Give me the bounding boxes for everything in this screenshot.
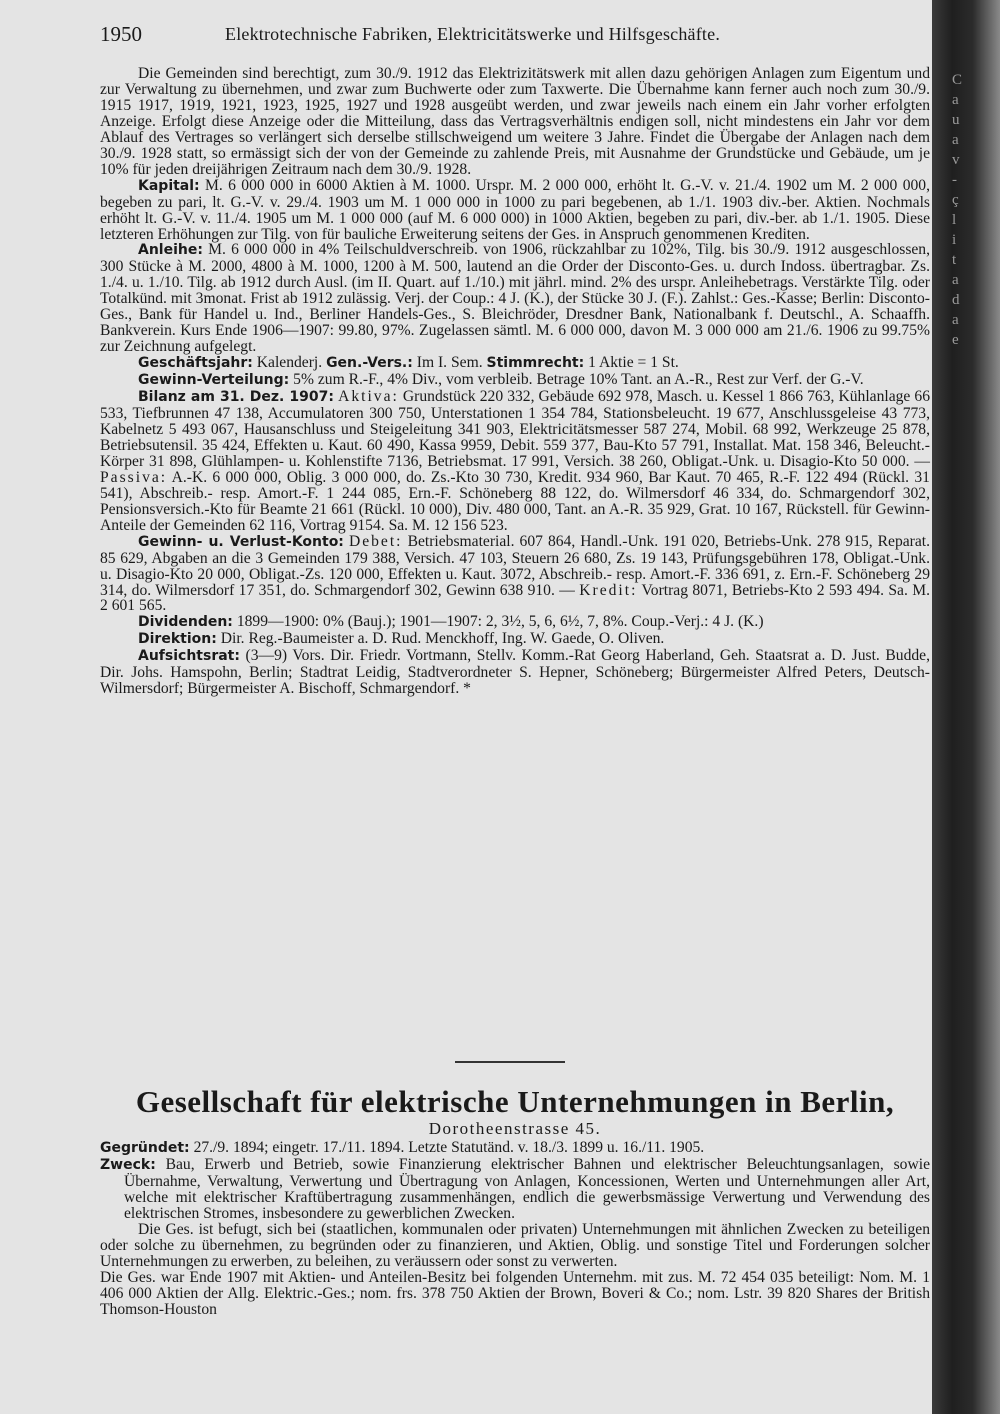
margin-letter: - (952, 172, 957, 188)
label-aktiva: Aktiva: (338, 388, 399, 406)
paragraph-kapital (100, 178, 930, 243)
label-aufsichtsrat: Aufsichtsrat: (138, 648, 240, 665)
paragraph-uebernahme: Die Gemeinden sind berechtigt, zum 30./9. 1912 das Elektrizitätswerk mit allen dazu gehörigen Anlagen zum Eigentum und zur Verwaltung zu übernehmen, und zwar zum Buchwerte oder zum Taxwerte. Die Übernahme kann ferner auch noch zum 30./9. 1915 1917, 1919, 1921, 1923, 1925, 1927 und 1928 ausgeübt werden, und zwar jeweils nach einem ein Jahr vorher erfolgten Anzeige. Erfolgt diese Anzeige oder die Mitteilung, dass das Vertragsverhältnis endigen soll, nicht mindestens ein Jahr vor dem Ablauf des Vertrages so verlängert sich derselbe stillschweigend um weitere 3 Jahre. Findet die Übergabe der Anlagen nach dem 30./9. 1928 statt, so ermässigt sich der von der Gemeinde zu zahlende Preis, mit Ausnahme der Grundstücke und Gebäude, um je 10% für jeden dreijährigen Zeitraum nach dem 30./9. 1928. (100, 65, 930, 178)
text-gegruendet: 27./9. 1894; eingetr. 17./11. 1894. Letzte Statutänd. v. 18./3. 1899 u. 16./11. 1905. (193, 1139, 705, 1156)
margin-letter: v (952, 152, 960, 168)
paragraph-gewinn-verlust (100, 534, 930, 615)
paragraph-dividenden (100, 614, 930, 631)
margin-letter: e (952, 332, 959, 348)
text-anleihe: M. 6 000 000 in 4% Teilschuldverschreib. von 1906, rückzahlbar zu 102%, Tilg. bis 30./9. 1912 ausgeschlossen, 300 Stücke à M. 2000, 4800 à M. 1000, 1200 à M. 500, lautend an die Order der Disconto-Ges. u. durch Indoss. übertragbar. Zs. 1./4. u. 1./10. Tilg. ab 1912 durch Ausl. (im II. Quart. auf 1./10.) mit jährl. mind. 2% des urspr. Anleihebetrags. Verstärkte Tilg. oder Totalkünd. mit 3monat. Frist ab 1912 zulässig. Verj. der Coup.: 4 J. (K.), der Stücke 30 J. (F.). Zahlst.: Ges.-Kasse; Berlin: Disconto-Ges., Bank für Handel u. Ind., Berliner Handels-Ges., S. Bleichröder, Dresdner Bank, Nationalbank f. Deutschl., A. Schaaffh. Bankverein. Kurs Ende 1906—1907: 99.80, 97%. Zugelassen sämtl. M. 6 000 000, davon M. 3 000 000 am 21./6. 1906 zu 99.75% zur Zeichnung aufgelegt. (100, 241, 931, 356)
company-address: Dorotheenstrasse 45. (428, 1119, 602, 1138)
margin-letters (952, 70, 992, 350)
margin-letter: u (952, 112, 960, 128)
text-gen-vers: Im I. Sem. (416, 354, 483, 372)
label-gegruendet: Gegründet: (100, 1140, 190, 1156)
label-kredit: Kredit: (579, 581, 638, 599)
page-header (100, 22, 930, 52)
text-passiva: A.-K. 6 000 000, Oblig. 3 000 000, do. Zs.-Kto 30 730, Kredit. 934 960, Bar Kaut. 70 465, R.-F. 122 494 (Rückl. 31 541), Abschreib.- resp. Amort.-F. 1 244 085, Ern.-F. Schöneberg 88 122, do. Wilmersdorf 46 334, do. Schmargendorf 302, Pensionsversich.-Kto für Beamte 21 661 (Rückl. 10 000), Div. 480 000, Tant. an A.-R. 35 929, Grat. 10 167, Rückstell. für Gewinn-Anteile der Gemeinden 62 116, Vortrag 9154. Sa. M. 12 156 523. (100, 468, 930, 534)
margin-letter: ç (952, 192, 959, 208)
section-divider (455, 1061, 565, 1063)
margin-letter: C (952, 72, 963, 88)
label-anleihe: Anleihe: (138, 242, 203, 259)
paragraph-gewinn-verteilung (100, 372, 930, 389)
binding-gutter (932, 0, 1000, 1414)
paragraph-geschaeftsjahr (100, 355, 930, 372)
margin-letter: a (952, 312, 959, 328)
label-geschaeftsjahr: Geschäftsjahr: (138, 355, 253, 372)
label-gen-vers: Gen.-Vers.: (326, 355, 413, 372)
margin-letter: a (952, 272, 959, 288)
page-number: 1950 (100, 22, 142, 46)
text-zweck: Bau, Erwerb und Betrieb, sowie Finanzierung elektrischer Bahnen und elektrischer Beleuchtungsanlagen, sowie Übernahme, Verwaltung, Verwertung und Übertragung von Anlagen, Koncessionen, Werten und Unternehmungen aller Art, welche mit elektrischer Kraftübertragung zusammenhängen, endlich die gewerbsmässige Verwertung und Verwendung des elektrischen Stromes, insbesondere zu gewerblichen Zwecken. (124, 1155, 930, 1222)
company-entry-body-2 (100, 1140, 930, 1317)
paragraph-aufsichtsrat (100, 648, 930, 697)
label-direktion: Direktion: (138, 631, 217, 648)
margin-letter: a (952, 92, 959, 108)
margin-letter: i (952, 232, 957, 248)
company-title: Gesellschaft für elektrische Unternehmungen in Berlin, (135, 1084, 895, 1119)
label-gewinn-verteilung: Gewinn-Verteilung: (138, 372, 290, 389)
text-direktion: Dir. Reg.-Baumeister a. D. Rud. Menckhoff, Ing. W. Gaede, O. Oliven. (220, 630, 665, 648)
paragraph-anleihe (100, 242, 930, 355)
text-debet: Betriebsmaterial. 607 864, Handl.-Unk. 191 020, Betriebs-Unk. 278 915, Reparat. 85 629, Abgaben an die 3 Gemeinden 179 388, Versich. 47 103, Steuern 26 680, Zs. 19 143, Prüfungsgebühren 178, Obligat.-Unk. u. Disagio-Kto 20 000, Obligat.-Zs. 120 000, Effekten u. Kaut. 3072, Abschreib.- resp. Amort.-F. 336 691, z. Ern.-F. Schöneberg 29 314, do. Wilmersdorf 17 351, do. Schmargendorf 302, Gewinn 638 910. — (100, 532, 931, 599)
paragraph-gegruendet (100, 1140, 930, 1157)
paragraph-bilanz (100, 389, 930, 534)
label-stimmrecht: Stimmrecht: (486, 355, 585, 372)
label-debet: Debet: (348, 532, 403, 550)
label-dividenden: Dividenden: (138, 614, 233, 631)
margin-letter: l (952, 212, 957, 228)
label-passiva: Passiva: (100, 468, 168, 486)
margin-letter: t (952, 252, 957, 268)
text-geschaeftsjahr: Kalenderj. (256, 354, 323, 372)
text-aufsichtsrat: (3—9) Vors. Dir. Friedr. Vortmann, Stellv. Komm.-Rat Georg Haberland, Geh. Staatsrat a. D. Just. Budde, Dir. Johs. Hamspohn, Berlin; Stadtrat Leidig, Stadtverordneter S. Hepner, Schöneberg; Bürgermeister Alfred Peters, Deutsch-Wilmersdorf; Bürgermeister A. Bischoff, Schmargendorf. * (100, 647, 930, 698)
running-title: Elektrotechnische Fabriken, Elektricitätswerke und Hilfsgeschäfte. (225, 24, 721, 44)
paragraph-befugt: Die Ges. ist befugt, sich bei (staatlichen, kommunalen oder privaten) Unternehmungen mit ähnlichen Zwecken zu beteiligen oder solche zu übernehmen, zu begründen oder zu finanzieren, und Aktien, Oblig. und sonstige Titel und Forderungen solcher Unternehmungen zu erwerben, zu beleihen, zu veräussern oder sonst zu verwerten. (100, 1220, 930, 1270)
margin-letter: a (952, 132, 959, 148)
label-zweck: Zweck: (100, 1156, 156, 1173)
text-stimmrecht: 1 Aktie = 1 St. (588, 354, 679, 372)
paragraph-beteiligungen: Die Ges. war Ende 1907 mit Aktien- und Anteilen-Besitz bei folgenden Unternehm. mit zus. M. 72 454 035 beteiligt: Nom. M. 1 406 000 Aktien der Allg. Elektric.-Ges.; nom. frs. 378 750 Aktien der Brown, Boveri & Co.; nom. Lstr. 39 820 Shares der British Thomson-Houston (100, 1268, 930, 1318)
text-kapital: M. 6 000 000 in 6000 Aktien à M. 1000. Urspr. M. 2 000 000, erhöht lt. G.-V. v. 21./4. 1902 um M. 2 000 000, begeben zu pari, lt. G.-V. v. 29./4. 1903 um M. 1 000 000 in 1000 zu pari begebenen, ab 1./1. 1903 div.-ber. Aktien. Nochmals erhöht lt. G.-V. v. 11./4. 1905 um M. 1 000 000 (auf M. 6 000 000) in 1000 Aktien, begeben zu pari, div.-ber. ab 1./1. 1905. Diese letzteren Erhöhungen zur Tilg. von für bauliche Erweiterung seitens der Ges. in Anspruch genommenen Krediten. (100, 176, 930, 243)
label-kapital: Kapital: (138, 177, 200, 194)
paragraph-direktion (100, 631, 930, 648)
text-kredit: Vortrag 8071, Betriebs-Kto 2 593 494. Sa. M. 2 601 565. (100, 581, 930, 615)
company-entry-body (100, 66, 930, 697)
label-bilanz: Bilanz am 31. Dez. 1907: (138, 389, 334, 406)
text-aktiva: Grundstück 220 332, Gebäude 692 978, Masch. u. Kessel 1 866 763, Kühlanlage 66 533, Tiefbrunnen 47 138, Accumulatoren 300 750, Unterstationen 1 354 784, Stationsbeleucht. 19 677, Anschlussgeleise 43 773, Kabelnetz 5 493 067, Hausanschluss und Steigeleitung 341 903, Elektricitätsmesser 587 274, Mobil. 68 992, Werkzeuge 25 878, Betriebsutensil. 35 424, Effekten u. Kaut. 60 490, Kassa 9959, Debit. 559 377, Bau-Kto 57 791, Installat. Mat. 158 346, Beleucht.-Körper 31 898, Glühlampen- u. Kohlenstifte 7136, Betriebsmat. 17 991, Versich. 38 260, Obligat.-Unk. u. Disagio-Kto 50 000. — (100, 388, 931, 470)
margin-letter: d (952, 292, 960, 308)
text-gewinn-verteilung: 5% zum R.-F., 4% Div., vom verbleib. Betrage 10% Tant. an A.-R., Rest zur Verf. der G.-V. (293, 371, 864, 389)
text-dividenden: 1899—1900: 0% (Bauj.); 1901—1907: 2, 3½, 5, 6, 6½, 7, 8%. Coup.-Verj.: 4 J. (K.) (236, 613, 764, 631)
paragraph-zweck (100, 1157, 930, 1222)
label-gewinn-verlust: Gewinn- u. Verlust-Konto: (138, 533, 344, 550)
